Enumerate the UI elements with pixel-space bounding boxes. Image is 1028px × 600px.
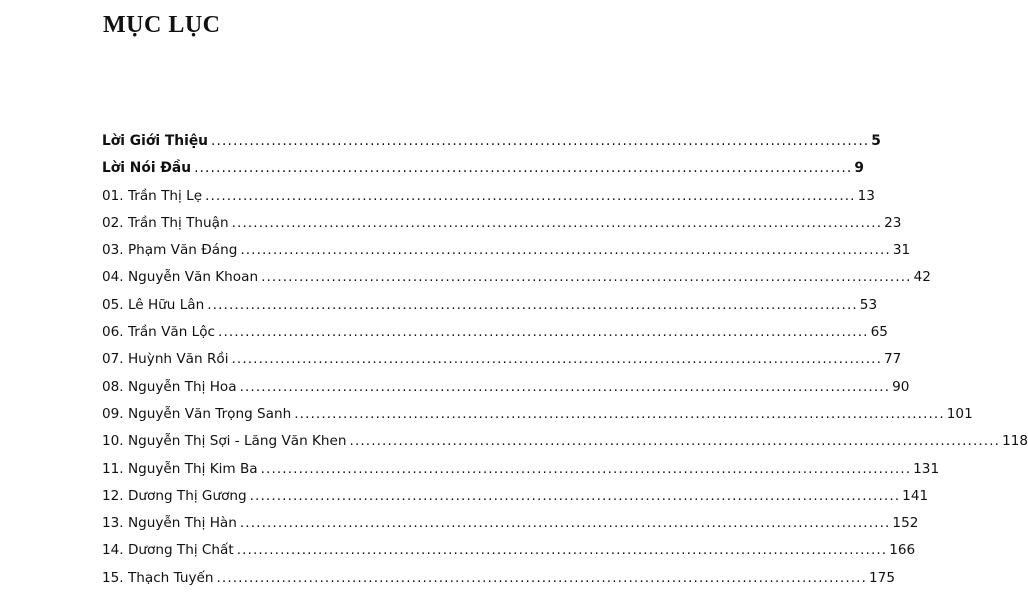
toc-leader-dots: ........................................................................................................................ (205, 187, 856, 204)
toc-entry-page: 42 (913, 269, 931, 286)
toc-entry[interactable] (102, 346, 902, 373)
toc-entry[interactable] (102, 128, 881, 155)
toc-entry-label: 09. Nguyễn Văn Trọng Sanh (102, 405, 292, 422)
toc-entry[interactable] (102, 210, 902, 237)
toc-leader-dots: ........................................................................................................................ (211, 133, 870, 149)
toc-entry-page: 152 (892, 515, 919, 532)
toc-entry-label: 03. Phạm Văn Đáng (102, 242, 238, 259)
toc-entry[interactable] (102, 374, 910, 401)
toc-leader-dots: ........................................................................................................................ (239, 515, 891, 532)
toc-entry-label: 04. Nguyễn Văn Khoan (102, 269, 259, 286)
toc-entry-page: 141 (902, 487, 929, 504)
toc-entry-page: 13 (857, 187, 875, 204)
toc-entry-label: 07. Huỳnh Văn Rồi (102, 351, 229, 368)
toc-leader-dots: ........................................................................................................................ (194, 160, 853, 177)
toc-entry-label: Lời Giới Thiệu (102, 133, 209, 149)
toc-leader-dots: ........................................................................................................................ (218, 324, 869, 341)
toc-entry[interactable] (102, 264, 931, 291)
toc-entry-page: 101 (946, 405, 973, 422)
toc-entry-label: 15. Thạch Tuyến (102, 569, 214, 586)
toc-entry-page: 65 (870, 324, 888, 341)
toc-entry-label: 06. Trần Văn Lộc (102, 324, 216, 341)
table-of-contents (102, 128, 1028, 592)
toc-leader-dots: ........................................................................................................................ (240, 242, 891, 259)
toc-entry[interactable] (102, 237, 911, 264)
toc-entry-label: 14. Dương Thị Chất (102, 542, 234, 559)
toc-entry-label: Lời Nói Đầu (102, 160, 192, 177)
toc-leader-dots: ........................................................................................................................ (261, 269, 912, 286)
toc-entry-label: 08. Nguyễn Thị Hoa (102, 378, 237, 395)
toc-entry-label: 05. Lê Hữu Lân (102, 296, 205, 313)
toc-entry[interactable] (102, 428, 1028, 455)
toc-entry-page: 5 (871, 133, 881, 149)
toc-entry-page: 166 (889, 542, 916, 559)
toc-leader-dots: ........................................................................................................................ (216, 569, 868, 586)
toc-entry-label: 12. Dương Thị Gương (102, 487, 247, 504)
toc-entry-page: 23 (884, 214, 902, 231)
toc-entry[interactable] (102, 565, 895, 592)
toc-entry[interactable] (102, 483, 929, 510)
toc-entry-page: 90 (892, 378, 910, 395)
toc-leader-dots: ........................................................................................................................ (294, 405, 945, 422)
toc-entry-page: 31 (892, 242, 911, 259)
toc-entry-label: 02. Trần Thị Thuận (102, 214, 229, 231)
toc-entry-page: 131 (913, 460, 940, 477)
toc-entry-page: 175 (869, 569, 895, 586)
toc-entry[interactable] (102, 183, 875, 210)
toc-entry-page: 77 (884, 351, 902, 368)
toc-entry[interactable] (102, 456, 940, 483)
toc-entry-label: 10. Nguyễn Thị Sợi - Lăng Văn Khen (102, 433, 347, 450)
toc-leader-dots: ........................................................................................................................ (231, 214, 883, 231)
toc-leader-dots: ........................................................................................................................ (236, 542, 888, 559)
toc-leader-dots: ........................................................................................................................ (207, 296, 858, 313)
toc-leader-dots: ........................................................................................................................ (239, 378, 891, 395)
toc-entry[interactable] (102, 319, 888, 346)
toc-leader-dots: ........................................................................................................................ (231, 351, 883, 368)
toc-entry[interactable] (102, 401, 973, 428)
toc-entry-page: 9 (854, 160, 864, 177)
page-title: MỤC LỤC (103, 12, 221, 38)
toc-entry-page: 118 (1002, 433, 1028, 450)
toc-leader-dots: ........................................................................................................................ (349, 433, 1001, 450)
toc-entry-page: 53 (859, 296, 878, 313)
toc-entry-label: 13. Nguyễn Thị Hàn (102, 515, 237, 532)
toc-entry-label: 11. Nguyễn Thị Kim Ba (102, 460, 258, 477)
toc-leader-dots: ........................................................................................................................ (249, 487, 901, 504)
toc-entry[interactable] (102, 537, 916, 564)
toc-entry[interactable] (102, 510, 919, 537)
toc-leader-dots: ........................................................................................................................ (260, 460, 912, 477)
toc-entry-label: 01. Trần Thị Lẹ (102, 187, 203, 204)
toc-entry[interactable] (102, 292, 878, 319)
toc-entry[interactable] (102, 155, 864, 182)
